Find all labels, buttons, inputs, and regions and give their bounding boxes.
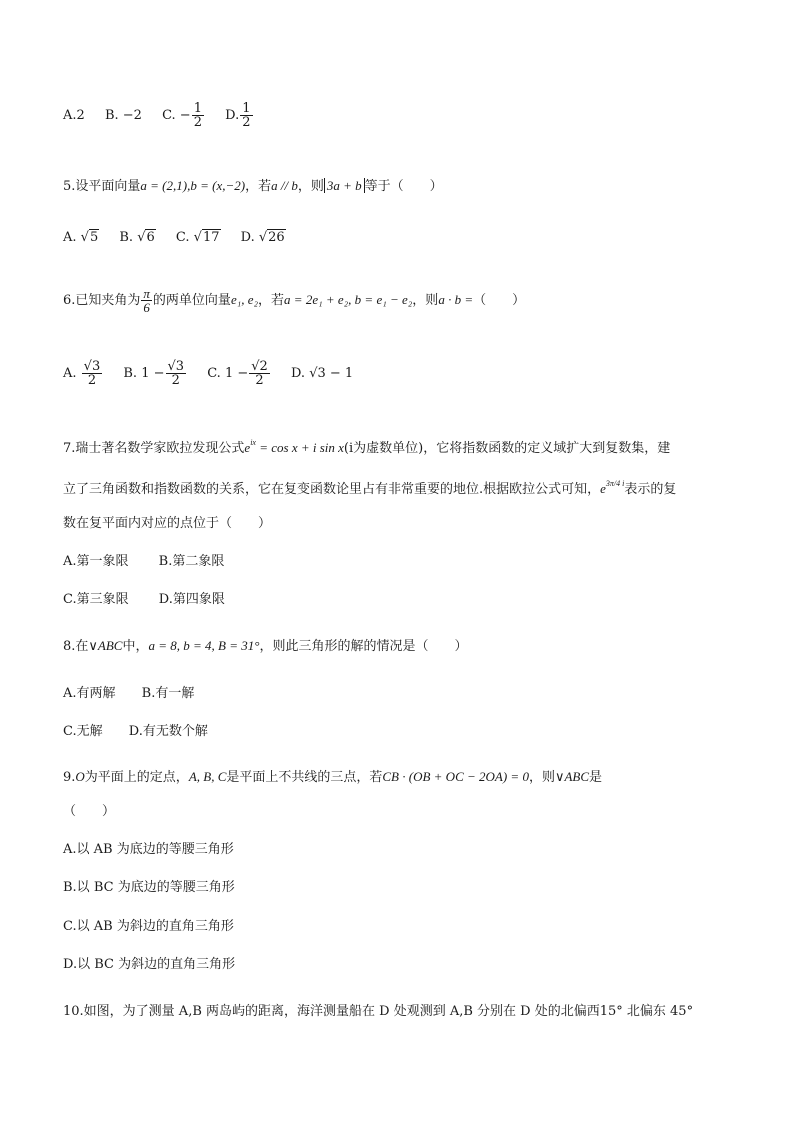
q8-option-d: D.有无数个解 [128,724,208,739]
q9-stem: 9.O为平面上的定点，A, B, C是平面上不共线的三点，若CB · (OB + OC − 2OA) = 0，则∨ABC是 [63,769,603,785]
q7-option-d: D.第四象限 [158,592,225,607]
q4-options [63,102,270,129]
q7-option-c: C.第三象限 [63,592,129,607]
q9-stem-line-2: （ ） [63,804,116,819]
q8-options-row-2 [63,720,224,739]
q5-options [63,230,302,245]
q9-option-a: A.以 AB 为底边的等腰三角形 [63,842,234,857]
q6-option-c: C. 1 − $\frac{√2}{2}$ [207,359,268,388]
q8-option-b: B.有一解 [141,686,195,701]
q4-option-b: B. −2 [104,108,142,123]
q7-option-a: A.第一象限 [63,554,129,569]
q7-line-2: 立了三角函数和指数函数的关系，它在复变函数论里占有非常重要的地位.根据欧拉公式可知，$e^{3\pi/4 i}$表示的复 [63,479,677,497]
q8-options-row-1 [63,682,210,701]
q7-options-row-2 [63,588,241,607]
q6-option-b: B. 1 − $\frac{√3}{2}$ [123,359,185,388]
q6-stem: 6.已知夹角为 $\frac{\pi}{6}$ 的两单位向量e₁, e₂，若a = 2e₁ + e₂, b = e₁ − e₂，则a · b =（ ） [63,286,526,315]
q6-options [63,360,369,387]
q5-option-a: A. √5 [63,230,99,245]
q6-option-d: D. √3 − 1 [290,366,354,381]
q8-stem: 8.在∨ABC中，a = 8, b = 4, B = 31°，则此三角形的解的情况是（ ） [63,638,468,654]
q8-option-c: C.无解 [63,724,103,739]
q9-option-d: D.以 BC 为斜边的直角三角形 [63,957,236,972]
q5-option-c: C. √17 [175,230,220,245]
q5-option-b: B. √6 [119,230,155,245]
q9-option-c: C.以 AB 为斜边的直角三角形 [63,919,234,934]
q7-line-3: 数在复平面内对应的点位于（ ） [63,516,272,531]
q9-option-b: B.以 BC 为底边的等腰三角形 [63,880,235,895]
q10-stem: 10.如图，为了测量 A,B 两岛屿的距离，海洋测量船在 D 处观测到 A,B 分别在 D 处的北偏西15° 北偏东 45° [63,1004,694,1019]
q7-option-b: B.第二象限 [158,554,225,569]
q4-option-a: A.2 [63,108,85,123]
q4-option-c: C. − $\frac{1}{2}$ [162,101,202,130]
q7-line-1: 7.瑞士著名数学家欧拉发现公式$e^{ix} = \cos x + i$ sin x(i为虚数单位)，它将指数函数的定义域扩大到复数集，建 [63,438,671,456]
q6-option-a: A. $\frac{√3}{2}$ [63,359,101,388]
q7-options-row-1 [63,550,240,569]
q4-option-d: D. $\frac{1}{2}$ [225,101,251,130]
q5-option-d: D. √26 [240,230,285,245]
q8-option-a: A.有两解 [63,686,116,701]
q5-stem: 5.设平面向量a = (2,1),b = (x,−2)，若a // b，则 3a + b 等于（ ） [63,178,443,194]
